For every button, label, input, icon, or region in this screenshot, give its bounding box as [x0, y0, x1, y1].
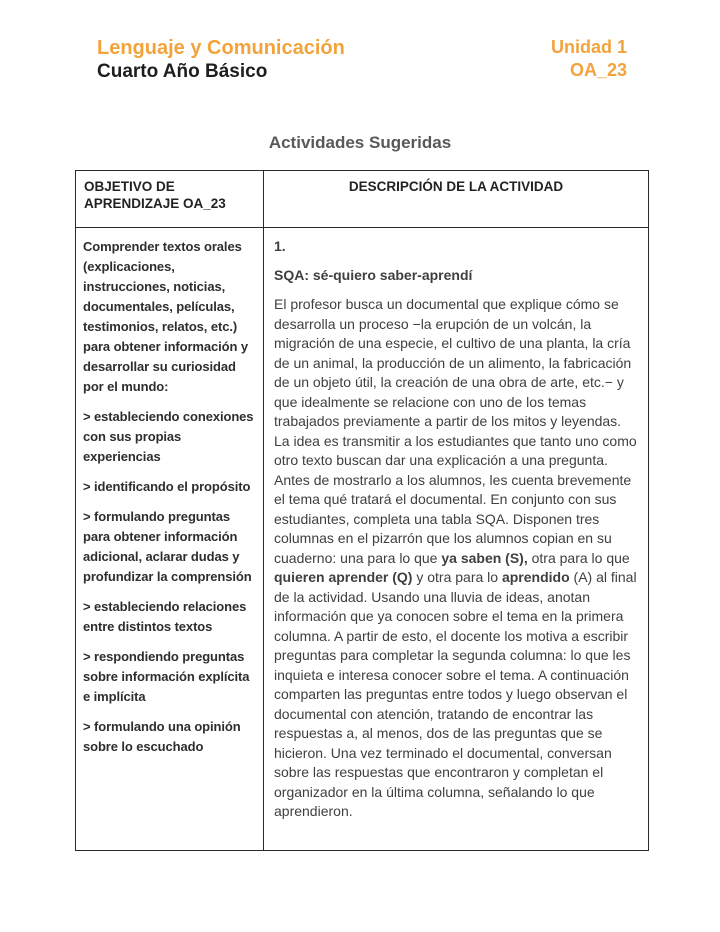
paragraph-run-bold: ya saben (S),	[441, 549, 528, 566]
paragraph-run: y otra para lo	[412, 569, 502, 585]
objective-bullet: > estableciendo conexiones con sus propias experiencias	[83, 409, 254, 464]
oa-code-label: OA_23	[569, 60, 627, 80]
objective-bullet: > respondiendo preguntas sobre información explícita e implícita	[83, 649, 250, 704]
objective-bullet: > identificando el propósito	[83, 479, 251, 494]
paragraph-run-bold: quieren aprender (Q)	[274, 569, 413, 585]
header-left	[97, 36, 345, 83]
header-right	[551, 36, 627, 82]
activity-paragraph	[274, 295, 638, 822]
unit-label: Unidad 1	[550, 37, 627, 57]
paragraph-run-bold: aprendido	[501, 569, 570, 585]
paragraph-run: otra para lo que	[527, 549, 630, 566]
objective-bullet: > estableciendo relaciones entre distintos textos	[83, 599, 247, 634]
subject-title: Lenguaje y Comunicación	[97, 37, 345, 59]
table-body-row	[76, 228, 649, 851]
activity-subtitle: SQA: sé-quiero saber-aprendí	[274, 266, 473, 283]
column-header-description: DESCRIPCIÓN DE LA ACTIVIDAD	[264, 171, 649, 228]
table-header-row	[76, 171, 649, 228]
activities-table	[75, 170, 649, 851]
objective-cell	[76, 228, 264, 851]
column-header-objective: OBJETIVO DE APRENDIZAJE OA_23	[76, 171, 264, 228]
objective-bullet: > formulando una opinión sobre lo escuchado	[83, 719, 241, 754]
page-title: Actividades Sugeridas	[268, 133, 452, 152]
objective-bullet: > formulando preguntas para obtener información adicional, aclarar dudas y profundizar la comprensión	[83, 509, 252, 584]
description-cell	[264, 228, 649, 851]
paragraph-run: (A) al final de la actividad. Usando una lluvia de ideas, anotan información que ya conocen sobre el tema en la primera columna. A partir de esto, el docente los motiva a escribir preguntas para completar la segunda columna: lo que les inquieta e interesa conocer sobre el tema. A continuación comparten las preguntas entre todos y luego observan el documental con atención, tratando de encontrar las respuestas a, al menos, dos de las preguntas que se hicieron. Una vez terminado el documental, conversan sobre las respuestas que encontraron y completan el organizador en la última columna, señalando lo que aprendieron.	[274, 569, 637, 819]
paragraph-run: El profesor busca un documental que explique cómo se desarrolla un proceso −la erupción de un volcán, la migración de una especie, el cultivo de una planta, la cría de un animal, la producción de un alimento, la fabricación de un objeto útil, la creación de una obra de arte, etc.− y que idealmente se relacione con uno de los temas trabajados previamente a partir de los mitos y leyendas. La idea es transmitir a los estudiantes que tanto uno como otro texto buscan dar una explicación a una pregunta. Antes de mostrarlo a los alumnos, les cuenta brevemente el tema qué tratará el documental. En conjunto con sus estudiantes, completa una tabla SQA. Disponen tres columnas en el pizarrón que los alumnos copian en su cuaderno: una para lo que	[274, 296, 637, 566]
activity-number: 1.	[274, 238, 286, 254]
document-header	[0, 0, 720, 83]
grade-title: Cuarto Año Básico	[97, 61, 268, 82]
objective-intro: Comprender textos orales (explicaciones, instrucciones, noticias, documentales, películas, testimonios, relatos, etc.) para obtener información y desarrollar su curiosidad por el mundo:	[83, 239, 248, 394]
